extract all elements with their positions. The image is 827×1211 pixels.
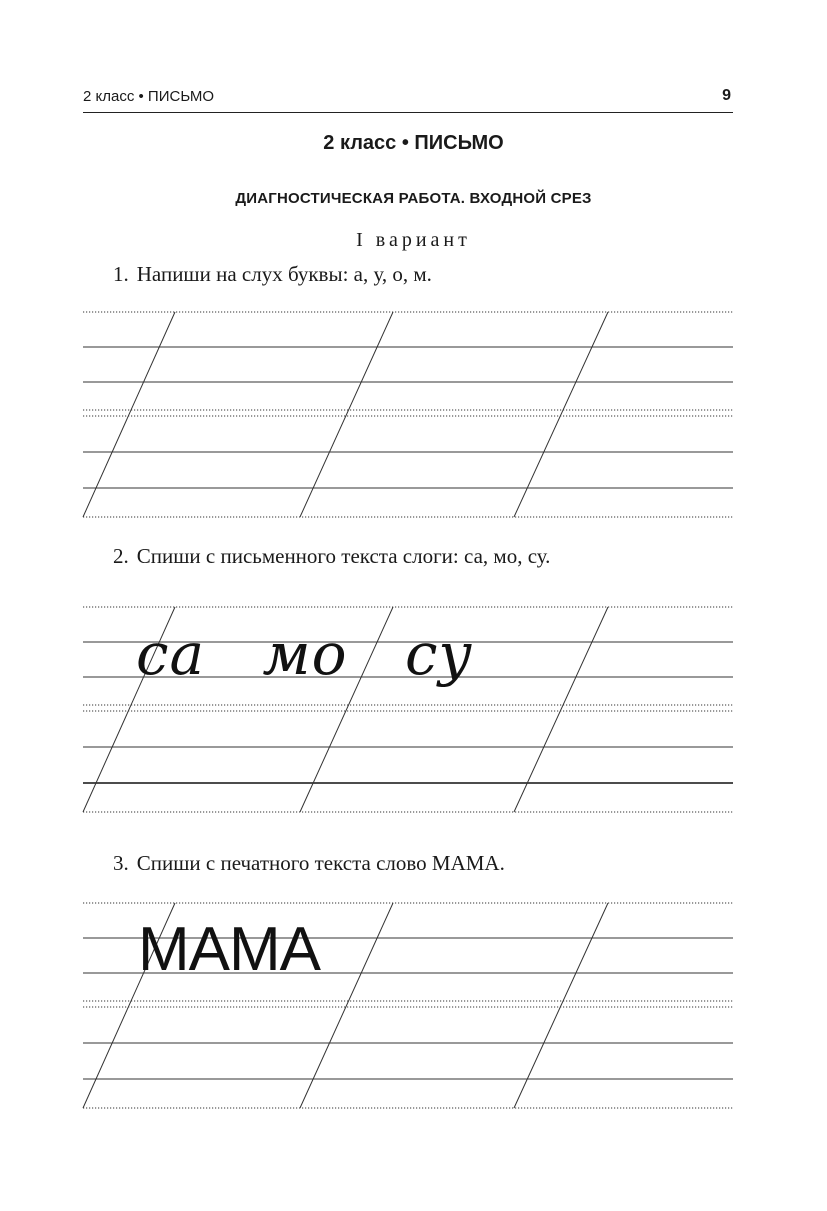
task-2-text: Спиши с письменного текста слоги: са, мо, су. xyxy=(136,544,551,568)
slant-line xyxy=(514,312,608,517)
task-3-number: 3. xyxy=(113,851,129,875)
slant-line xyxy=(300,312,393,517)
task-2-number: 2. xyxy=(113,544,129,568)
page-title: 2 класс • ПИСЬМО xyxy=(323,132,504,154)
writing-block-1 xyxy=(83,312,733,517)
task-3-text: Спиши с печатного текста слово МАМА. xyxy=(136,851,505,875)
task-1-text: Напиши на слух буквы: а, у, о, м. xyxy=(136,262,432,286)
slant-line xyxy=(514,607,608,812)
cursive-syllables-sample: са мо су xyxy=(136,620,474,688)
worksheet-subtitle: ДИАГНОСТИЧЕСКАЯ РАБОТА. ВХОДНОЙ СРЕЗ xyxy=(235,190,592,207)
page-number: 9 xyxy=(722,87,731,104)
slant-line xyxy=(83,312,175,517)
slant-line xyxy=(514,903,608,1108)
task-1-number: 1. xyxy=(113,262,129,286)
variant-label: I вариант xyxy=(356,229,471,251)
running-head-section: 2 класс • ПИСЬМО xyxy=(83,88,214,105)
printed-word-sample: МАМА xyxy=(138,915,320,984)
